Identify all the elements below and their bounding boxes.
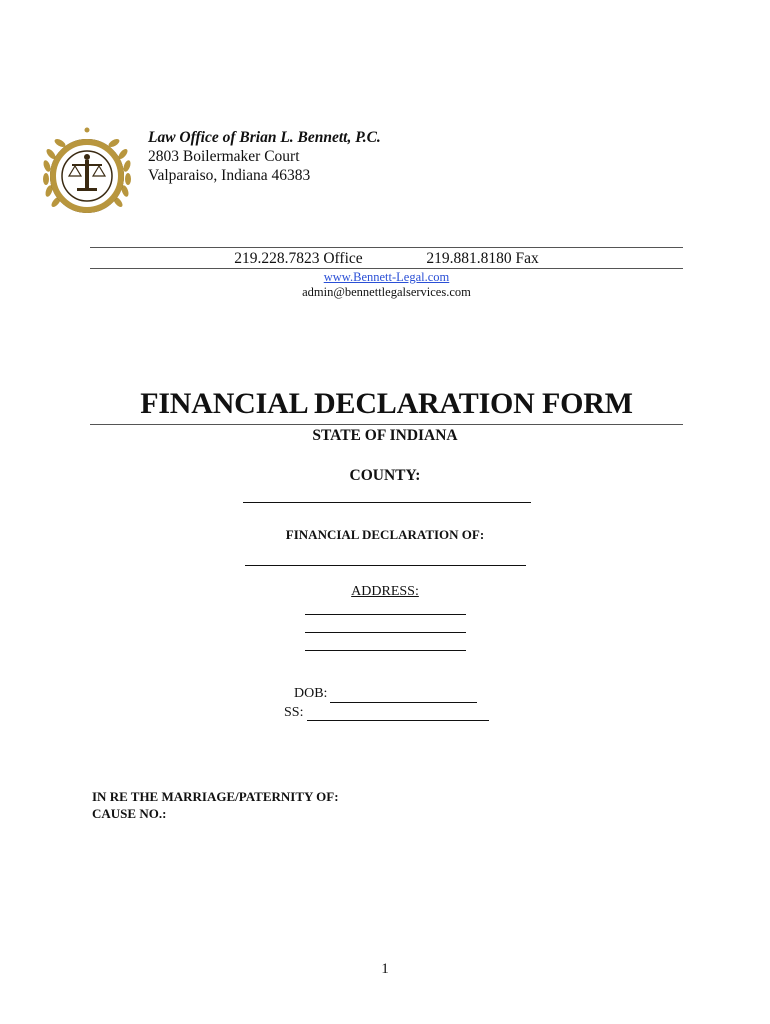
address-line-1[interactable] [305, 614, 466, 615]
ss-label: SS: [284, 705, 304, 720]
website-link[interactable]: www.Bennett-Legal.com [323, 270, 450, 284]
dob-field-line[interactable] [330, 702, 477, 703]
firm-street: 2803 Boilermaker Court [148, 148, 300, 165]
county-label: COUNTY: [349, 467, 421, 484]
case-info [92, 788, 339, 822]
in-re-label: IN RE THE MARRIAGE/PATERNITY OF: [92, 789, 339, 804]
firm-city: Valparaiso, Indiana 46383 [148, 167, 311, 184]
title-rule [90, 424, 683, 425]
address-line-2[interactable] [305, 632, 466, 633]
contact-bottom-rule [90, 268, 683, 269]
declarant-field-line[interactable] [245, 565, 526, 566]
firm-header [148, 128, 381, 185]
address-label [0, 584, 770, 600]
ss-field-line[interactable] [307, 720, 489, 721]
dob-label: DOB: [294, 686, 328, 701]
form-title: FINANCIAL DECLARATION FORM [140, 387, 633, 420]
email-address: admin@bennettlegalservices.com [302, 285, 471, 299]
address-label-text: ADDRESS: [351, 584, 419, 599]
page-number: 1 [381, 961, 389, 977]
address-line-3[interactable] [305, 650, 466, 651]
contact-top-rule [90, 247, 683, 248]
contact-line [90, 250, 683, 268]
state-label: STATE OF INDIANA [312, 427, 458, 444]
cause-number-label: CAUSE NO.: [92, 806, 167, 821]
firm-name: Law Office of Brian L. Bennett, P.C. [148, 129, 381, 146]
county-field-line[interactable] [243, 502, 531, 503]
fax-number: 219.881.8180 Fax [426, 250, 539, 267]
declaration-of-label: FINANCIAL DECLARATION OF: [285, 527, 485, 542]
office-phone: 219.228.7823 Office [234, 250, 363, 267]
law-office-seal-logo [39, 124, 135, 220]
